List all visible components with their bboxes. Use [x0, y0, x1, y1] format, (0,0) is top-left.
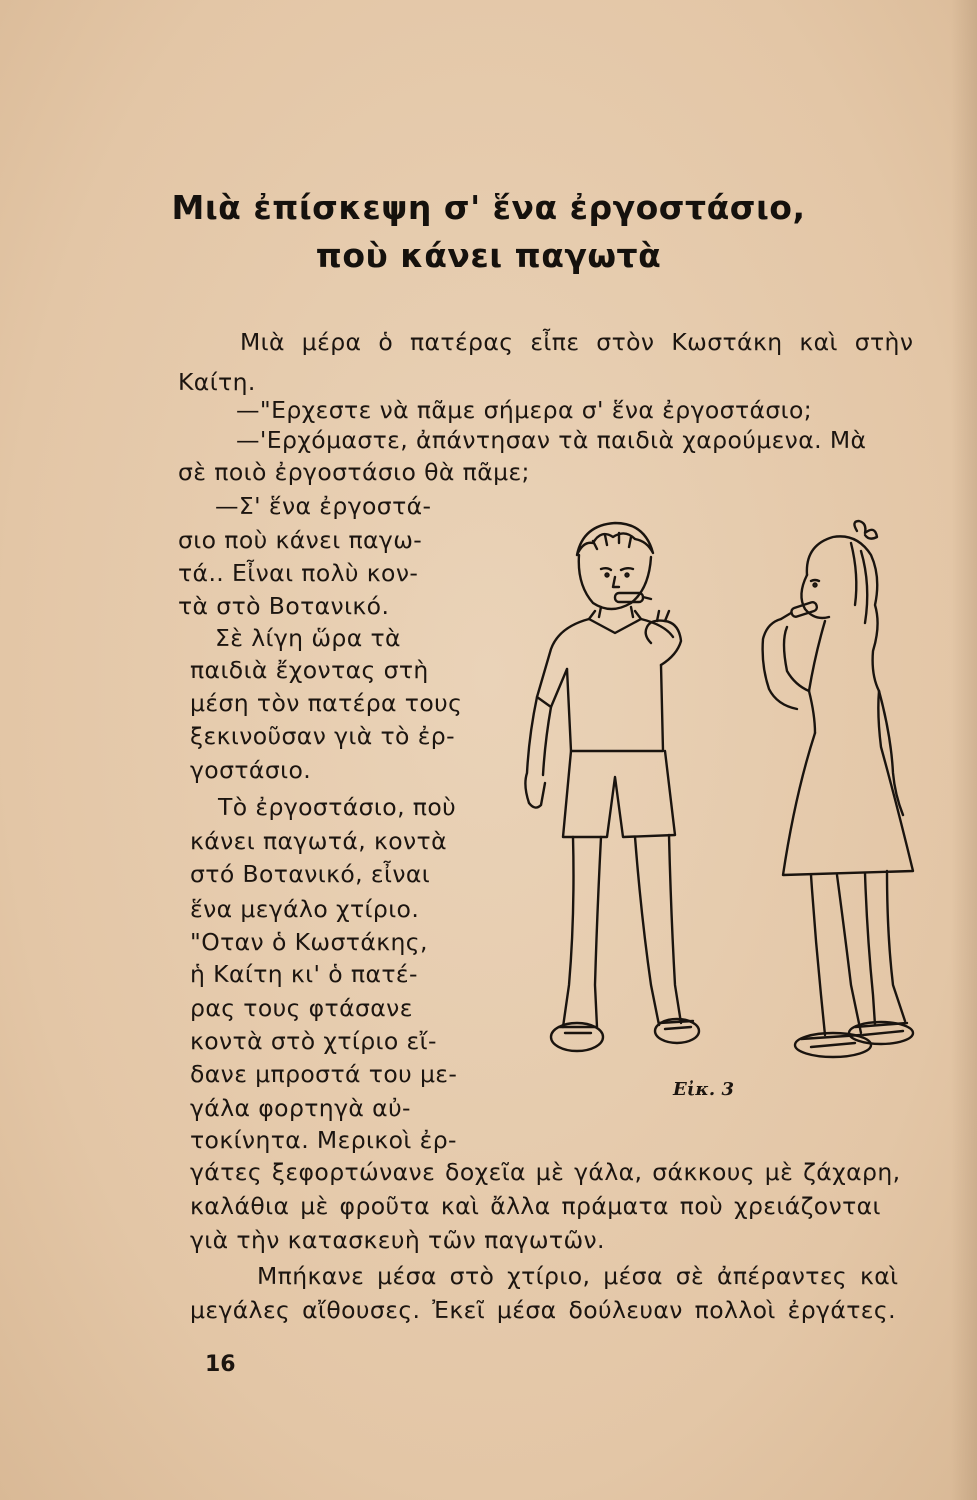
boy-figure: [525, 523, 699, 1051]
body-line: Σὲ λίγη ὥρα τὰ: [215, 624, 401, 652]
body-line: ξεκινοῦσαν γιὰ τὸ ἐρ-: [190, 722, 456, 750]
body-line: Μιὰ μέρα ὁ πατέρας εἶπε στὸν Κωστάκη καὶ στὴν: [240, 328, 914, 356]
children-eating-icecream-illustration: [515, 515, 935, 1070]
body-line: "Οταν ὁ Κωστάκης,: [190, 928, 428, 956]
page-number: 16: [205, 1352, 236, 1377]
body-line: —Σ' ἕνα ἐργοστά-: [215, 492, 432, 520]
body-line: Καίτη.: [178, 368, 256, 396]
body-line: δανε μπροστά του με-: [190, 1060, 458, 1088]
body-line: γιὰ τὴν κατασκευὴ τῶν παγωτῶν.: [190, 1226, 605, 1254]
chapter-title-line-2: ποὺ κάνει παγωτὰ: [315, 236, 662, 275]
body-line: γάλα φορτηγὰ αὐ-: [190, 1094, 411, 1122]
body-line: —"Ερχεστε νὰ πᾶμε σήμερα σ' ἕνα ἐργοστάσιο;: [236, 396, 813, 424]
body-line: μέση τὸν πατέρα τους: [190, 689, 463, 717]
body-line: κάνει παγωτά, κοντὰ: [190, 827, 447, 855]
body-line: καλάθια μὲ φροῦτα καὶ ἄλλα πράματα ποὺ χρειάζονται: [190, 1192, 881, 1220]
body-line: γάτες ξεφορτώνανε δοχεῖα μὲ γάλα, σάκκους μὲ ζάχαρη,: [190, 1158, 901, 1186]
body-line: τὰ στὸ Βοτανικό.: [178, 592, 390, 620]
body-line: τοκίνητα. Μερικοὶ ἐρ-: [190, 1126, 457, 1154]
body-line: κοντὰ στὸ χτίριο εἴ-: [190, 1027, 437, 1055]
body-line: ρας τους φτάσανε: [190, 994, 413, 1022]
body-line: ἕνα μεγάλο χτίριο.: [190, 895, 420, 923]
chapter-title-line-1: Μιὰ ἐπίσκεψη σ' ἕνα ἐργοστάσιο,: [171, 188, 806, 227]
body-line: —'Ερχόμαστε, ἀπάντησαν τὰ παιδιὰ χαρούμενα. Μὰ: [236, 426, 867, 454]
body-line: τά.. Εἶναι πολὺ κον-: [178, 559, 419, 587]
body-line: σιο ποὺ κάνει παγω-: [178, 526, 423, 554]
girl-figure: [763, 521, 913, 1057]
body-line: στό Βοτανικό, εἶναι: [190, 860, 431, 888]
figure-caption: Εἰκ. 3: [673, 1079, 734, 1100]
body-line: Μπήκανε μέσα στὸ χτίριο, μέσα σὲ ἀπέραντες καὶ: [257, 1262, 899, 1290]
body-line: παιδιὰ ἔχοντας στὴ: [190, 656, 429, 684]
body-line: σὲ ποιὸ ἐργοστάσιο θὰ πᾶμε;: [178, 458, 530, 486]
body-line: Τὸ ἐργοστάσιο, ποὺ: [218, 793, 457, 821]
body-line: γοστάσιο.: [190, 756, 312, 784]
body-line: ἡ Καίτη κι' ὁ πατέ-: [190, 960, 418, 988]
body-line: μεγάλες αἴθουσες. Ἐκεῖ μέσα δούλευαν πολλοὶ ἐργάτες.: [190, 1296, 896, 1324]
